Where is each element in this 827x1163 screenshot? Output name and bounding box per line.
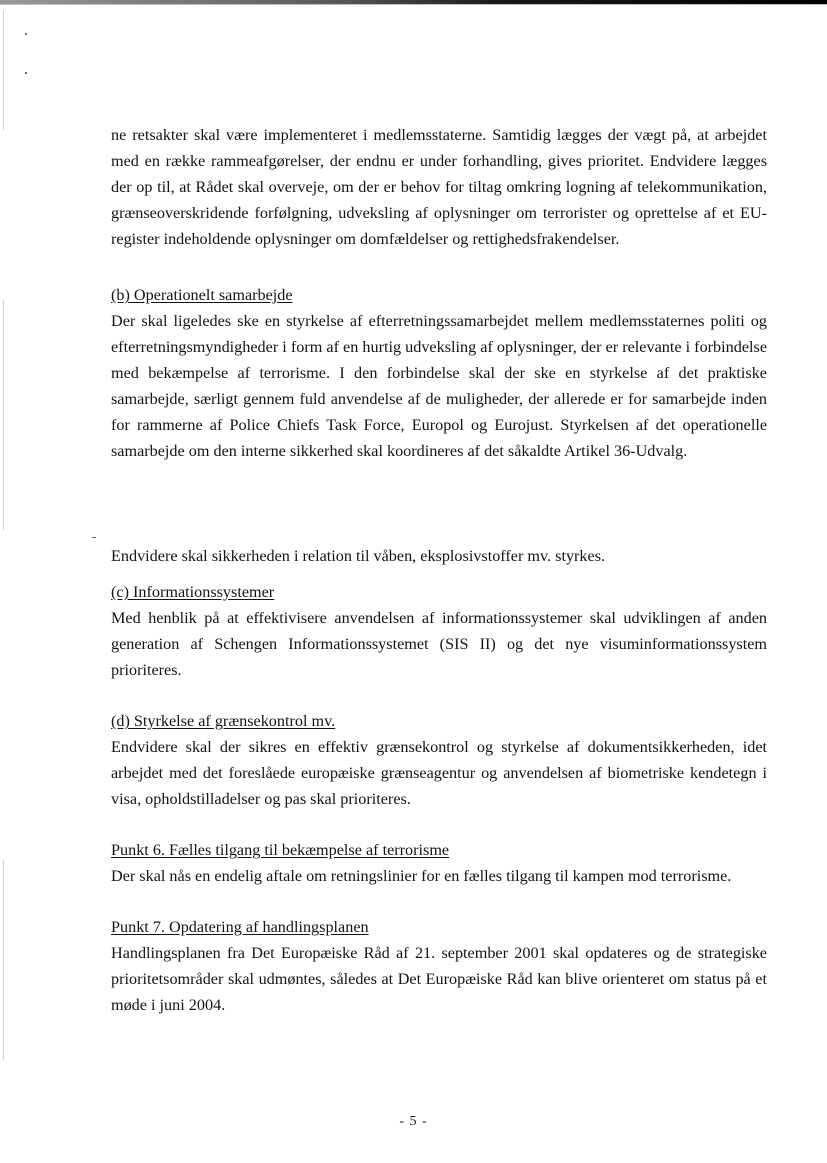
scan-margin-line bbox=[3, 300, 4, 530]
scan-speck bbox=[25, 72, 27, 74]
scan-speck bbox=[25, 33, 27, 35]
punkt-6-body: Der skal nås en endelig aftale om retningslinier for en fælles tilgang til kampen mod terrorisme. bbox=[111, 867, 732, 885]
page-number: - 5 - bbox=[399, 1114, 428, 1129]
section-b-body: Der skal ligeledes ske en styrkelse af efterretningssamarbejdet mellem medlemsstaternes politi og efterretningsmyndigheder i form af en hurtig udveksling af oplysninger, der er relevante i forbindelse med bekæmpelse af terrorisme. I den forbindelse skal der ske en styrkelse af det praktiske samarbejde, særligt gennem fuld anvendelse af de muligheder, der allerede er for samarbejde inden for rammerne af Police Chiefs Task Force, Europol og Eurojust. Styrkelsen af det operationelle samarbejde om den interne sikkerhed skal koordineres af det såkaldte Artikel 36-Udvalg. bbox=[111, 312, 767, 460]
punkt-6-heading: Punkt 6. Fælles tilgang til bekæmpelse af terrorisme bbox=[111, 841, 450, 859]
document-body bbox=[111, 122, 767, 464]
section-d-heading: (d) Styrkelse af grænsekontrol mv. bbox=[111, 712, 336, 730]
punkt-7-body: Handlingsplanen fra Det Europæiske Råd af 21. september 2001 skal opdateres og de strategiske prioritetsområder skal udmøntes, således at Det Europæiske Råd kan blive orienteret om status på et møde i juni 2004. bbox=[111, 944, 767, 1014]
scan-margin-line bbox=[3, 860, 4, 1060]
section-b-note: Endvidere skal sikkerheden i relation til våben, eksplosivstoffer mv. styrkes. bbox=[111, 547, 606, 566]
document-body-continued bbox=[111, 579, 767, 1018]
section-b-heading: (b) Operationelt samarbejde bbox=[111, 286, 293, 304]
intro-paragraph: ne retsakter skal være implementeret i medlemsstaterne. Samtidig lægges der vægt på, at arbejdet med en række rammeafgørelser, der endnu er under forhandling, gives prioritet. Endvidere lægges der op til, at Rådet skal overveje, om der er behov for tiltag omkring logning af telekommunikation, grænseoverskridende forfølgning, udveksling af oplysninger om terrorister og oprettelse af et EU-register indeholdende oplysninger om domfældelser og rettighedsfrakendelser. bbox=[111, 126, 767, 248]
punkt-7-heading: Punkt 7. Opdatering af handlingsplanen bbox=[111, 918, 369, 936]
scan-top-edge-shadow bbox=[0, 4, 827, 5]
margin-dash bbox=[92, 537, 96, 538]
section-d-body: Endvidere skal der sikres en effektiv grænsekontrol og styrkelse af dokumentsikkerheden, idet arbejdet med det foreslåede europæiske grænseagentur og anvendelsen af biometriske kendetegn i visa, opholdstilladelser og pas skal prioriteres. bbox=[111, 738, 767, 808]
section-c-heading: (c) Informationssystemer bbox=[111, 583, 275, 601]
scan-margin-line bbox=[3, 10, 4, 130]
section-c-body: Med henblik på at effektivisere anvendelsen af informationssystemer skal udviklingen af anden generation af Schengen Informationssystemet (SIS II) og det nye visuminformationssystem prioriteres. bbox=[111, 609, 767, 679]
